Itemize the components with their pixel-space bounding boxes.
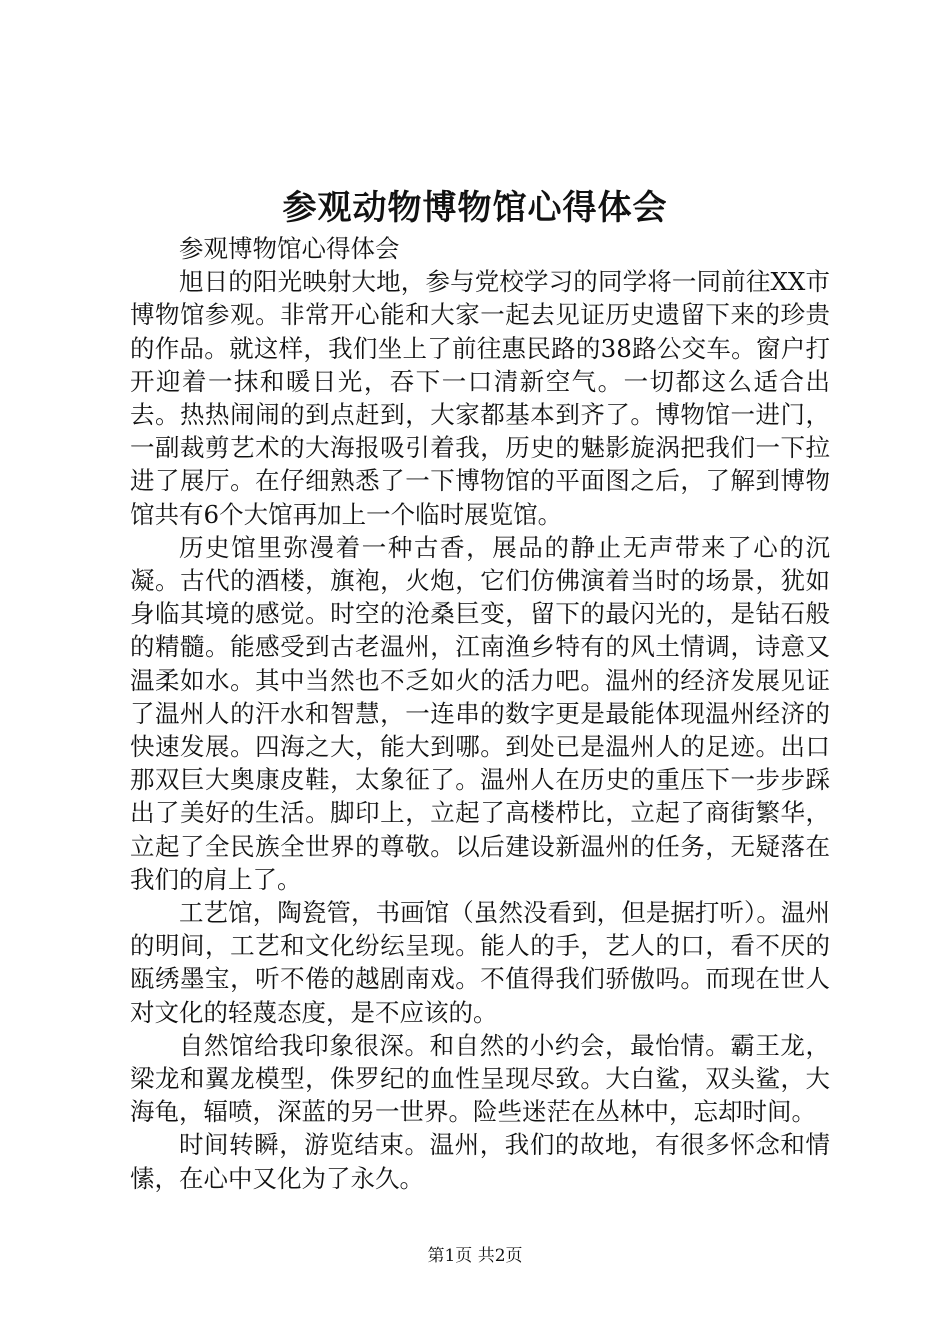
paragraph-conclusion: 时间转瞬，游览结束。温州，我们的故地，有很多怀念和情愫，在心中又化为了永久。 xyxy=(130,1130,830,1193)
paragraph-nature-hall: 自然馆给我印象很深。和自然的小约会，最怡情。霸王龙，梁龙和翼龙模型，侏罗纪的血性呈现尽致。大白鲨，双头鲨，大海龟，辐喷，深蓝的另一世界。险些迷茫在丛林中，忘却时间。 xyxy=(130,1030,830,1127)
document-body xyxy=(130,232,830,1195)
subtitle-paragraph: 参观博物馆心得体会 xyxy=(179,234,400,263)
paragraph-intro: 旭日的阳光映射大地，参与党校学习的同学将一同前往XX市博物馆参观。非常开心能和大家一起去见证历史遗留下来的珍贵的作品。就这样，我们坐上了前往惠民路的38路公交车。窗户打开迎着一抹和暖日光，吞下一口清新空气。一切都这么适合出去。热热闹闹的到点赶到，大家都基本到齐了。博物馆一进门，一副裁剪艺术的大海报吸引着我，历史的魅影旋涡把我们一下拉进了展厅。在仔细熟悉了一下博物馆的平面图之后，了解到博物馆共有6个大馆再加上一个临时展览馆。 xyxy=(130,267,830,529)
paragraph-history-hall: 历史馆里弥漫着一种古香，展品的静止无声带来了心的沉凝。古代的酒楼，旗袍，火炮，它们仿佛演着当时的场景，犹如身临其境的感觉。时空的沧桑巨变，留下的最闪光的，是钻石般的精髓。能感受到古老温州，江南渔乡特有的风土情调，诗意又温柔如水。其中当然也不乏如火的活力吧。温州的经济发展见证了温州人的汗水和智慧，一连串的数字更是最能体现温州经济的快速发展。四海之大，能大到哪。到处已是温州人的足迹。出口那双巨大奥康皮鞋，太象征了。温州人在历史的重压下一步步踩出了美好的生活。脚印上，立起了高楼栉比，立起了商街繁华，立起了全民族全世界的尊敬。以后建设新温州的任务，无疑落在我们的肩上了。 xyxy=(130,532,830,894)
paragraph-crafts-hall: 工艺馆，陶瓷管，书画馆（虽然没看到，但是据打听）。温州的明间，工艺和文化纷纭呈现。能人的手，艺人的口，看不厌的瓯绣墨宝，听不倦的越剧南戏。不值得我们骄傲吗。而现在世人对文化的轻蔑态度，是不应该的。 xyxy=(130,898,830,1027)
page-number-footer: 第1页 共2页 xyxy=(427,1246,523,1266)
page-title: 参观动物博物馆心得体会 xyxy=(282,188,668,228)
